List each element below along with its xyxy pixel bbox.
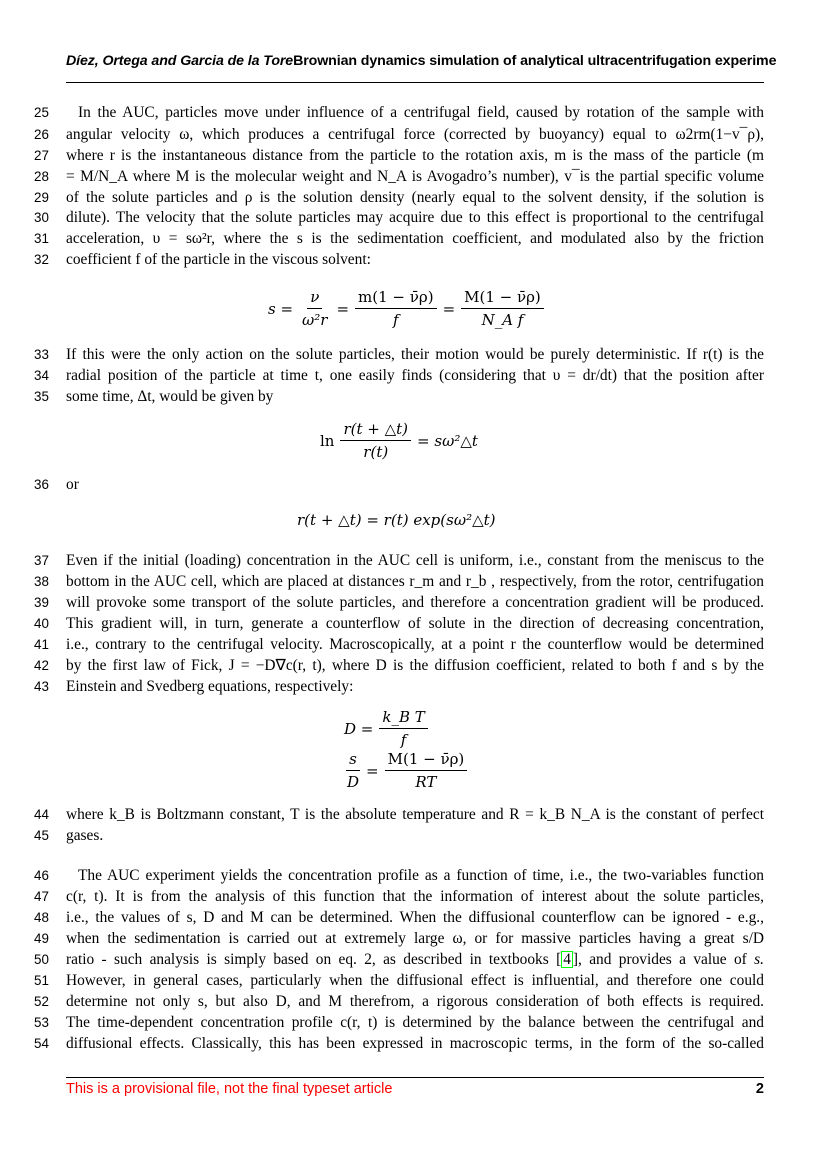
line-text: diffusional effects. Classically, this has been expressed in macroscopic terms, in the form of the so-called [66,1035,764,1052]
provisional-notice: This is a provisional file, not the final typeset article [66,1081,393,1097]
eq-term: s = [268,299,294,318]
numerator: m(1 − ν̄ρ) [355,288,437,309]
denominator: r(t) [363,443,389,461]
text-line [0,655,827,677]
text-line [0,228,827,250]
equation-exp-position [297,511,496,529]
denominator: f [393,311,399,329]
line-text: The time-dependent concentration profile c(r, t) is determined by the balance between the centrifugal and [66,1014,764,1031]
line-number: 31 [34,231,49,246]
line-number: 28 [34,169,49,184]
equation-einstein [344,708,434,749]
fraction [385,750,468,791]
denominator: f [400,731,407,749]
text-line [0,886,827,908]
text-line [0,613,827,635]
line-text: acceleration, υ = sω²r, where the s is the sedimentation coefficient, and modulated also by the friction [66,230,764,247]
line-text: determine not only s, but also D, and M therefrom, a rigorous consideration of both effects is required. [66,993,764,1010]
equation-log-position [320,420,478,461]
line-number: 35 [34,389,49,404]
line-text: some time, Δt, would be given by [66,388,274,405]
line-number: 44 [34,807,49,822]
line-number: 45 [34,828,49,843]
denominator: N_A f [481,311,524,329]
line-number: 32 [34,252,49,267]
text-line [0,1033,827,1055]
text-line [0,970,827,992]
text-line [0,187,827,209]
line-text: will provoke some transport of the solute particles, and therefore a concentration gradient will be produced. [66,594,764,611]
text-line [0,592,827,614]
eq-term: = sω²△t [417,431,478,450]
line-text [66,949,764,971]
line-text: i.e., contrary to the centrifugal velocity. Macroscopically, at a point r the counterflow would be determined [66,636,764,653]
text-line [0,865,827,887]
line-number: 48 [34,910,49,925]
line-text: Even if the initial (loading) concentration in the AUC cell is uniform, i.e., constant from the meniscus to the [66,552,764,569]
equation-sedimentation-coefficient [268,288,550,329]
line-text: In the AUC, particles move under influence of a centrifugal field, caused by rotation of the sample with [78,104,764,121]
eq-sign: = [336,299,350,318]
line-text: gases. [66,827,104,844]
denominator: D [347,773,360,791]
header-rule [66,82,764,83]
text-segment: ], and provides a value of [572,951,755,968]
citation-link-4[interactable]: 4 [563,951,571,968]
numerator: ν [307,288,322,309]
line-number: 53 [34,1015,49,1030]
text-line [0,166,827,188]
fraction [340,420,411,461]
line-number: 50 [34,952,49,967]
line-text: c(r, t). It is from the analysis of this function that the information of interest about the solute particles, [66,888,764,905]
line-text: i.e., the values of s, D and M can be determined. When the diffusional counterflow can be ignored - e.g., [66,909,764,926]
line-number: 37 [34,553,49,568]
line-number: 46 [34,868,49,883]
denominator: RT [415,773,437,791]
line-text: If this were the only action on the solute particles, their motion would be purely deterministic. If r(t) is the [66,346,764,363]
text-line [0,634,827,656]
fraction [461,288,544,329]
line-number: 47 [34,889,49,904]
line-text: or [66,476,79,493]
fraction [344,750,362,791]
fraction [299,288,330,329]
line-text: of the solute particles and ρ is the solution density (nearly equal to the solvent density, if the solution is [66,189,764,206]
text-line [0,207,827,229]
line-number: 43 [34,679,49,694]
text-line [0,145,827,167]
line-number: 49 [34,931,49,946]
fraction [355,288,437,329]
line-text: angular velocity ω, which produces a centrifugal force (corrected by buoyancy) equal to ω2rm(1−v¯ρ), [66,126,764,143]
text-line [0,344,827,366]
text-line [0,474,827,496]
text-line [0,825,827,847]
text-line [0,365,827,387]
line-text: radial position of the particle at time t, one easily finds (considering that υ = dr/dt) that the position after [66,367,764,384]
eq-term: D = [344,719,374,738]
line-number: 42 [34,658,49,673]
eq-sign: = [366,761,379,780]
fraction [379,708,427,749]
line-number: 51 [34,973,49,988]
denominator: ω²r [302,311,328,329]
line-number: 38 [34,574,49,589]
line-text: where r is the instantaneous distance from the particle to the rotation axis, m is the mass of the particle (m [66,147,764,164]
text-line [0,249,827,271]
text-line [0,804,827,826]
numerator: k_B T [379,708,427,729]
line-number: 26 [34,127,49,142]
text-line [0,676,827,698]
line-number: 40 [34,616,49,631]
numerator: M(1 − ν̄ρ) [385,750,468,771]
numerator: r(t + △t) [340,420,411,441]
text-line [0,571,827,593]
text-line [0,550,827,572]
line-text: This gradient will, in turn, generate a counterflow of solute in the direction of decreasing concentration, [66,615,764,632]
line-number: 30 [34,210,49,225]
line-text: by the first law of Fick, J = −D∇c(r, t), where D is the diffusion coefficient, related to both f and s by the [66,657,764,674]
line-text: Einstein and Svedberg equations, respectively: [66,678,354,695]
line-text: coefficient f of the particle in the viscous solvent: [66,251,371,268]
line-text: bottom in the AUC cell, which are placed at distances r_m and r_b , respectively, from the rotor, centrifugation [66,573,764,590]
line-number: 25 [34,105,49,120]
text-line [0,1012,827,1034]
numerator: s [346,750,360,771]
line-number: 34 [34,368,49,383]
line-number: 41 [34,637,49,652]
header-authors: Díez, Ortega and Garcia de la Tore [66,53,294,69]
line-number: 29 [34,190,49,205]
eq-term: r(t + △t) = r(t) exp(sω²△t) [297,511,496,529]
header-title: Brownian dynamics simulation of analytical ultracentrifugation experime [293,53,777,69]
numerator: M(1 − ν̄ρ) [461,288,544,309]
line-number: 27 [34,148,49,163]
eq-term: ln [320,431,335,450]
line-number: 33 [34,347,49,362]
text-line [0,928,827,950]
text-line [0,386,827,408]
text-segment: ratio - such analysis is simply based on eq. 2, as described in textbooks [ [66,951,562,968]
line-number: 52 [34,994,49,1009]
text-line [0,907,827,929]
page-number: 2 [755,1081,764,1097]
eq-sign: = [442,299,456,318]
line-number: 39 [34,595,49,610]
text-segment: s. [754,951,764,968]
line-text: dilute). The velocity that the solute particles may acquire due to this effect is proportional to the centrifugal [66,209,764,226]
line-text: where k_B is Boltzmann constant, T is the absolute temperature and R = k_B N_A is the constant of perfect [66,806,764,823]
line-number: 36 [34,477,49,492]
text-line [0,949,827,971]
line-text: when the sedimentation is carried out at extremely large ω, or for massive particles having a great s/D [66,930,764,947]
equation-svedberg [344,750,473,791]
line-number: 54 [34,1036,49,1051]
footer-rule [66,1077,764,1078]
text-line [0,991,827,1013]
text-line [0,124,827,146]
line-text: The AUC experiment yields the concentration profile as a function of time, i.e., the two-variables function [78,867,764,884]
running-header [66,53,827,75]
line-text: However, in general cases, particularly when the diffusional effect is influential, and therefore one could [66,972,764,989]
text-line [0,102,827,124]
line-text: = M/N_A where M is the molecular weight and N_A is Avogadro’s number), v¯is the partial specific volume [66,168,764,185]
